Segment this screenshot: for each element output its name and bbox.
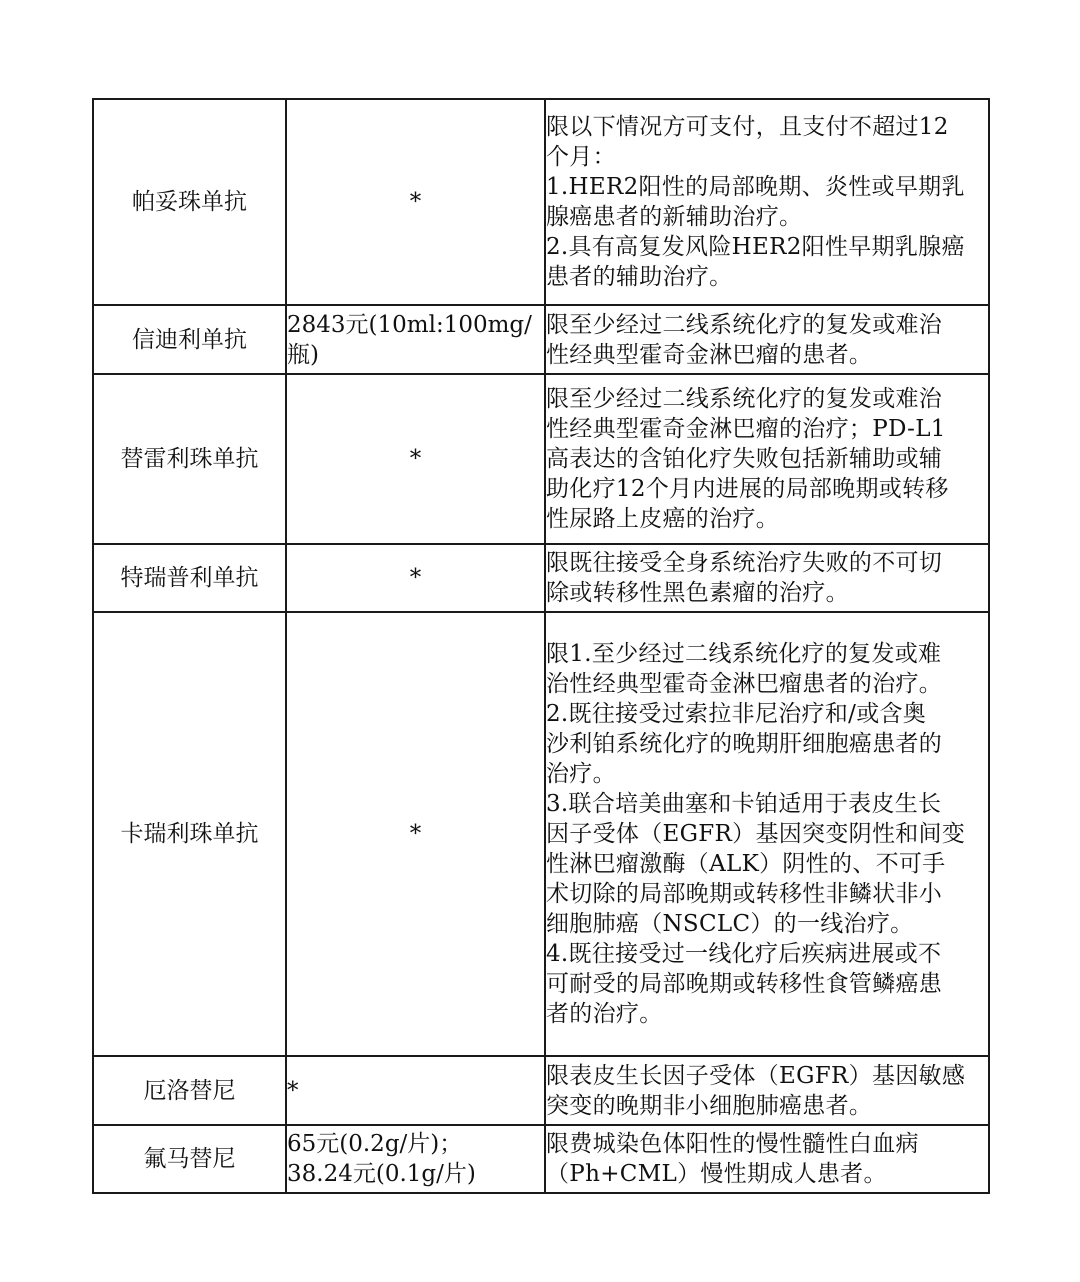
table-row xyxy=(93,99,989,305)
payment-condition xyxy=(545,544,989,612)
drug-name: 氟马替尼 xyxy=(93,1125,286,1193)
price-line: 2843元(10ml:100mg/ xyxy=(287,311,532,338)
price-line: * xyxy=(287,1077,299,1104)
drug-name: 替雷利珠单抗 xyxy=(93,374,286,544)
condition-line: 2.既往接受过索拉非尼治疗和/或含奥 xyxy=(546,701,927,727)
drug-price xyxy=(286,1056,545,1125)
condition-line: 除或转移性黑色素瘤的治疗。 xyxy=(546,580,849,606)
condition-line: 2.具有高复发风险HER2阳性早期乳腺癌 xyxy=(546,234,965,260)
payment-condition xyxy=(545,374,989,544)
condition-line: 性经典型霍奇金淋巴瘤的治疗；PD-L1 xyxy=(546,416,946,442)
payment-condition xyxy=(545,305,989,374)
condition-line: 限表皮生长因子受体（EGFR）基因敏感 xyxy=(546,1062,966,1089)
condition-line: 腺癌患者的新辅助治疗。 xyxy=(546,204,803,230)
condition-line: 个月： xyxy=(546,144,616,170)
price-line: * xyxy=(409,189,422,215)
drug-price xyxy=(286,305,545,374)
condition-line: 助化疗12个月内进展的局部晚期或转移 xyxy=(546,476,949,502)
price-line: 38.24元(0.1g/片) xyxy=(287,1161,476,1187)
condition-line: 限既往接受全身系统治疗失败的不可切 xyxy=(546,550,943,576)
drug-name: 厄洛替尼 xyxy=(93,1056,286,1125)
condition-line: 治疗。 xyxy=(546,761,616,787)
drug-price xyxy=(286,1125,545,1193)
condition-line: 限以下情况方可支付，且支付不超过12 xyxy=(546,114,949,140)
condition-line: 限至少经过二线系统化疗的复发或难治 xyxy=(546,386,943,412)
drug-price xyxy=(286,374,545,544)
condition-line: 限费城染色体阳性的慢性髓性白血病 xyxy=(546,1131,919,1157)
condition-line: 可耐受的局部晚期或转移性食管鳞癌患 xyxy=(546,971,943,997)
drug-price xyxy=(286,544,545,612)
condition-line: 3.联合培美曲塞和卡铂适用于表皮生长 xyxy=(546,791,942,817)
condition-line: 性尿路上皮癌的治疗。 xyxy=(546,506,779,532)
condition-line: 4.既往接受过一线化疗后疾病进展或不 xyxy=(546,941,942,967)
condition-line: 治性经典型霍奇金淋巴瘤患者的治疗。 xyxy=(546,671,943,697)
drug-name: 信迪利单抗 xyxy=(93,305,286,374)
drug-name: 帕妥珠单抗 xyxy=(93,99,286,305)
table-row xyxy=(93,1125,989,1193)
payment-condition xyxy=(545,99,989,305)
drug-reimbursement-table xyxy=(92,98,990,1194)
condition-line: 因子受体（EGFR）基因突变阴性和间变 xyxy=(546,821,966,847)
condition-line: 高表达的含铂化疗失败包括新辅助或辅 xyxy=(546,446,943,472)
condition-line: 术切除的局部晚期或转移性非鳞状非小 xyxy=(546,881,943,907)
drug-name: 特瑞普利单抗 xyxy=(93,544,286,612)
table-row xyxy=(93,1056,989,1125)
condition-line: 限至少经过二线系统化疗的复发或难治 xyxy=(546,311,943,338)
price-line: 瓶) xyxy=(287,341,319,368)
condition-line: 性淋巴瘤激酶（ALK）阴性的、不可手 xyxy=(546,851,946,877)
payment-condition xyxy=(545,612,989,1056)
condition-line: 沙利铂系统化疗的晚期肝细胞癌患者的 xyxy=(546,731,943,757)
drug-price xyxy=(286,612,545,1056)
condition-line: 突变的晚期非小细胞肺癌患者。 xyxy=(546,1092,873,1119)
price-line: * xyxy=(409,821,422,847)
condition-line: 1.HER2阳性的局部晚期、炎性或早期乳 xyxy=(546,174,965,200)
price-line: * xyxy=(409,565,422,591)
table-row xyxy=(93,544,989,612)
condition-line: 限1.至少经过二线系统化疗的复发或难 xyxy=(546,641,942,667)
table-row xyxy=(93,612,989,1056)
table-row xyxy=(93,305,989,374)
price-line: 65元(0.2g/片)； xyxy=(287,1131,463,1157)
condition-line: 细胞肺癌（NSCLC）的一线治疗。 xyxy=(546,911,914,937)
drug-price xyxy=(286,99,545,305)
table-row xyxy=(93,374,989,544)
payment-condition xyxy=(545,1056,989,1125)
drug-name: 卡瑞利珠单抗 xyxy=(93,612,286,1056)
payment-condition xyxy=(545,1125,989,1193)
condition-line: 者的治疗。 xyxy=(546,1001,663,1027)
price-line: * xyxy=(409,446,422,472)
condition-line: 性经典型霍奇金淋巴瘤的患者。 xyxy=(546,341,873,368)
condition-line: 患者的辅助治疗。 xyxy=(546,264,733,290)
condition-line: （Ph+CML）慢性期成人患者。 xyxy=(546,1161,887,1187)
